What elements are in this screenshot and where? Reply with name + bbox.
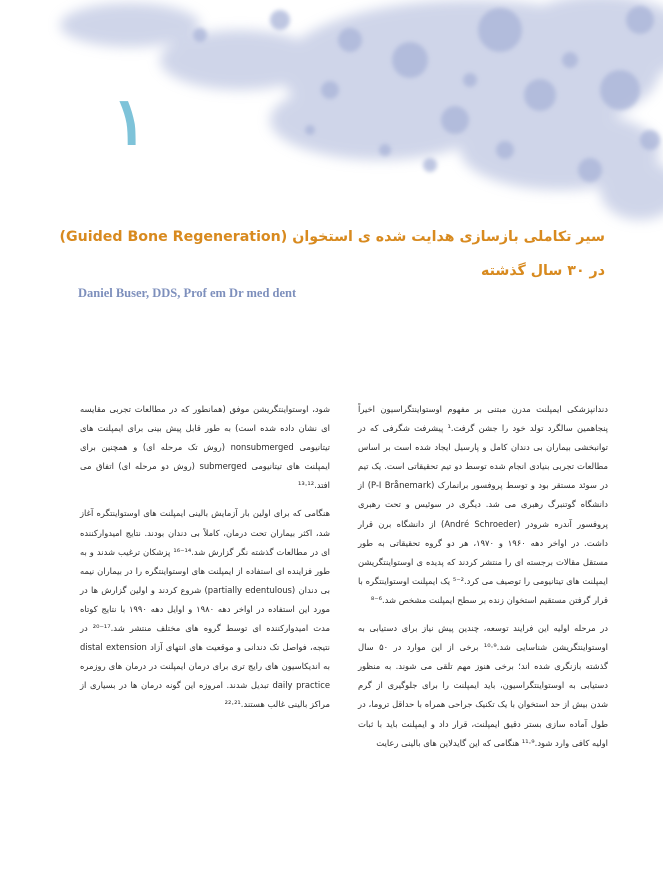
watercolor-background (0, 0, 663, 240)
body-column-right (358, 400, 608, 762)
chapter-number: ۱ (112, 82, 148, 160)
body-paragraph: هنگامی که برای اولین بار آزمایش بالینی ایمپلنت های اوستواینتگره آغاز شد، اکثر بیماران تحت درمان، کاملاً بی دندان بودند. نتایج امیدوارکننده ای در مطالعات گذشته نگر گزارش شد.¹⁴⁻¹⁶ پزشکان ترغیب شدند و به طور فزاینده ای استفاده از ایمپلنت های اوستواینتگره را در بیماران نیمه بی دندان (partially edentulous) شروع کردند و اولین گزارش ها در مورد این استفاده در اواخر دهه ۱۹۸۰ و اوایل دهه ۱۹۹۰ با نتایج کوتاه مدت امیدوارکننده ای توسط گروه های مختلف منتشر شد.¹⁷⁻²⁰ در نتیجه، فواصل تک دندانی و موقعیت های انتهای آزاد distal extension به اندیکاسیون های رایج تری برای درمان ایمپلنت در درمان های روزمره daily practice تبدیل شدند. امروزه این گونه درمان ها در بسیاری از مراکز بالینی غالب هستند.²¹·²² (80, 508, 331, 710)
chapter-title (60, 220, 605, 288)
body-paragraph: دندانپزشکی ایمپلنت مدرن مبتنی بر مفهوم اوستواینتگراسیون اخیراً پنجاهمین سالگرد تولد خود را جشن گرفت.¹ پیشرفت شگرفی که در توانبخشی بیماران بی دندان کامل و پارسیل ایجاد شده است بر اساس مطالعات تجربی بنیادی انجام شده توسط دو تیم تحقیقاتی است. یک تیم در سوئد مستقر بود و توسط پروفسور برانمارک (P-I Brånemark) از دانشگاه گوتنبرگ رهبری می شد. دیگری در سوئیس و تحت رهبری پروفسور آندره شرودر (André Schroeder) از دانشگاه برن قرار داشت. در اواخر دهه ۱۹۶۰ و ۱۹۷۰، هر دو گروه تحقیقاتی به طور مستقل مقالات برجسته ای را منتشر کردند که پدیده ی اوستواینتگریشن ایمپلنت های تیتانیومی را توصیف می کرد.²⁻⁵ یک ایمپلنت اوستواینتگره با قرار گرفتن مستقیم استخوان زنده بر سطح ایمپلنت مشخص شد.⁶⁻⁸ (358, 404, 609, 605)
chapter-title-line: در ۳۰ سال گذشته (481, 263, 605, 279)
body-paragraph: شود، اوستواینتگریشن موفق (همانطور که در مطالعات تجربی مقایسه ای نشان داده شده است) به طور قابل پیش بینی برای ایمپلنت های تیتانیومی nonsubmerged (روش تک مرحله ای) و همچنین برای ایمپلنت های تیتانیومی submerged (روش دو مرحله ای) اتفاق می افتد.¹²·¹³ (80, 404, 330, 491)
chapter-title-line: سیر تکاملی بازسازی هدایت شده ی استخوان (Guided Bone Regeneration) (59, 229, 605, 245)
author-name: Daniel Buser, DDS, Prof em Dr med dent (78, 286, 297, 300)
body-column-left (80, 400, 330, 724)
body-paragraph: در مرحله اولیه این فرایند توسعه، چندین پیش نیاز برای دستیابی به اوستواینتگریشن شناسایی شد.⁹·¹⁰ برخی از این موارد در ۵۰ سال گذشته بازنگری شده اند؛ برخی هنوز مهم تلقی می شوند. به منظور دستیابی به اوستواینتگراسیون، باید ایمپلنت را برای جلوگیری از گرم شدن بیش از حد استخوان با یک تکنیک جراحی همراه با حداقل تروما، در طول آماده سازی بستر دقیق ایمپلنت، قرار داد و ایمپلنت باید با ثبات اولیه کافی وارد شود.⁹·¹¹ هنگامی که این گایدلاین های بالینی رعایت (358, 623, 608, 748)
